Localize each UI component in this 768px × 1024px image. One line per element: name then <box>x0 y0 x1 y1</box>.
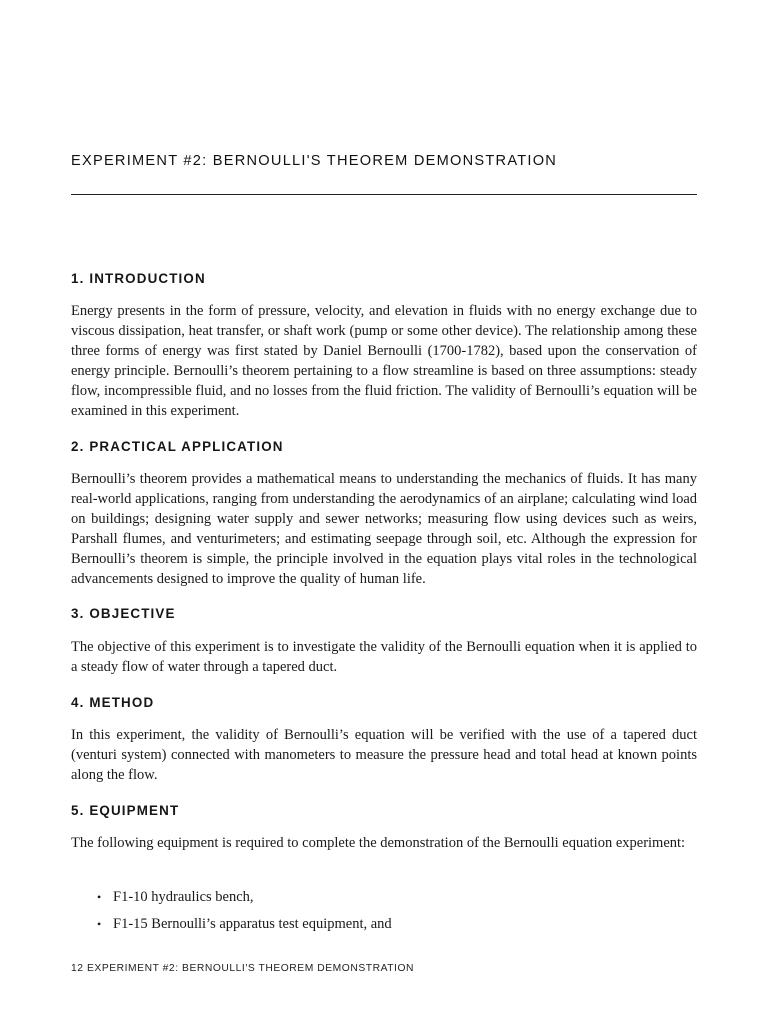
section-paragraph-introduction: Energy presents in the form of pressure, velocity, and elevation in fluids with no energy exchange due to viscous dissipation, heat transfer, or shaft work (pump or some other device). The relationship among these three forms of energy was first stated by Daniel Bernoulli (1700-1782), based upon the conservation of energy principle. Bernoulli’s theorem pertaining to a flow streamline is based on three assumptions: steady flow, incompressible fluid, and no losses from the fluid friction. The validity of Bernoulli’s equation will be examined in this experiment. <box>71 303 697 419</box>
bullet-icon: • <box>97 890 102 904</box>
list-item <box>71 887 697 914</box>
list-item-text: F1-15 Bernoulli’s apparatus test equipment, and <box>113 916 392 932</box>
page-number: 12 <box>71 963 84 974</box>
section-paragraph-equipment: The following equipment is required to complete the demonstration of the Bernoulli equation experiment: <box>71 835 686 851</box>
section-heading-method: 4. METHOD <box>71 695 155 710</box>
page-footer <box>71 962 414 976</box>
section-paragraph-objective: The objective of this experiment is to investigate the validity of the Bernoulli equation when it is applied to a steady flow of water through a tapered duct. <box>71 639 697 675</box>
equipment-list <box>71 887 697 941</box>
list-item-text: F1-10 hydraulics bench, <box>113 889 254 905</box>
document-title: EXPERIMENT #2: BERNOULLI'S THEOREM DEMONSTRATION <box>71 153 558 169</box>
section-heading-objective: 3. OBJECTIVE <box>71 606 176 621</box>
section-heading-equipment: 5. EQUIPMENT <box>71 803 180 818</box>
section-heading-practical-application: 2. PRACTICAL APPLICATION <box>71 439 284 454</box>
bullet-icon: • <box>97 917 102 931</box>
list-item <box>71 914 697 941</box>
section-paragraph-method: In this experiment, the validity of Bernoulli’s equation will be verified with the use of a tapered duct (venturi system) connected with manometers to measure the pressure head and total head at known points along the flow. <box>71 727 697 783</box>
running-title: EXPERIMENT #2: BERNOULLI'S THEOREM DEMONSTRATION <box>86 963 415 974</box>
title-divider <box>71 194 697 195</box>
section-paragraph-practical-application: Bernoulli’s theorem provides a mathematical means to understanding the mechanics of fluids. It has many real-world applications, ranging from understanding the aerodynamics of an airplane; calculating wind load on buildings; designing water supply and sewer networks; measuring flow using devices such as weirs, Parshall flumes, and venturimeters; and estimating seepage through soil, etc. Although the expression for Bernoulli’s theorem is simple, the principle involved in the equation plays vital roles in the technological advancements designed to improve the quality of human life. <box>71 471 697 587</box>
section-heading-introduction: 1. INTRODUCTION <box>71 271 206 286</box>
